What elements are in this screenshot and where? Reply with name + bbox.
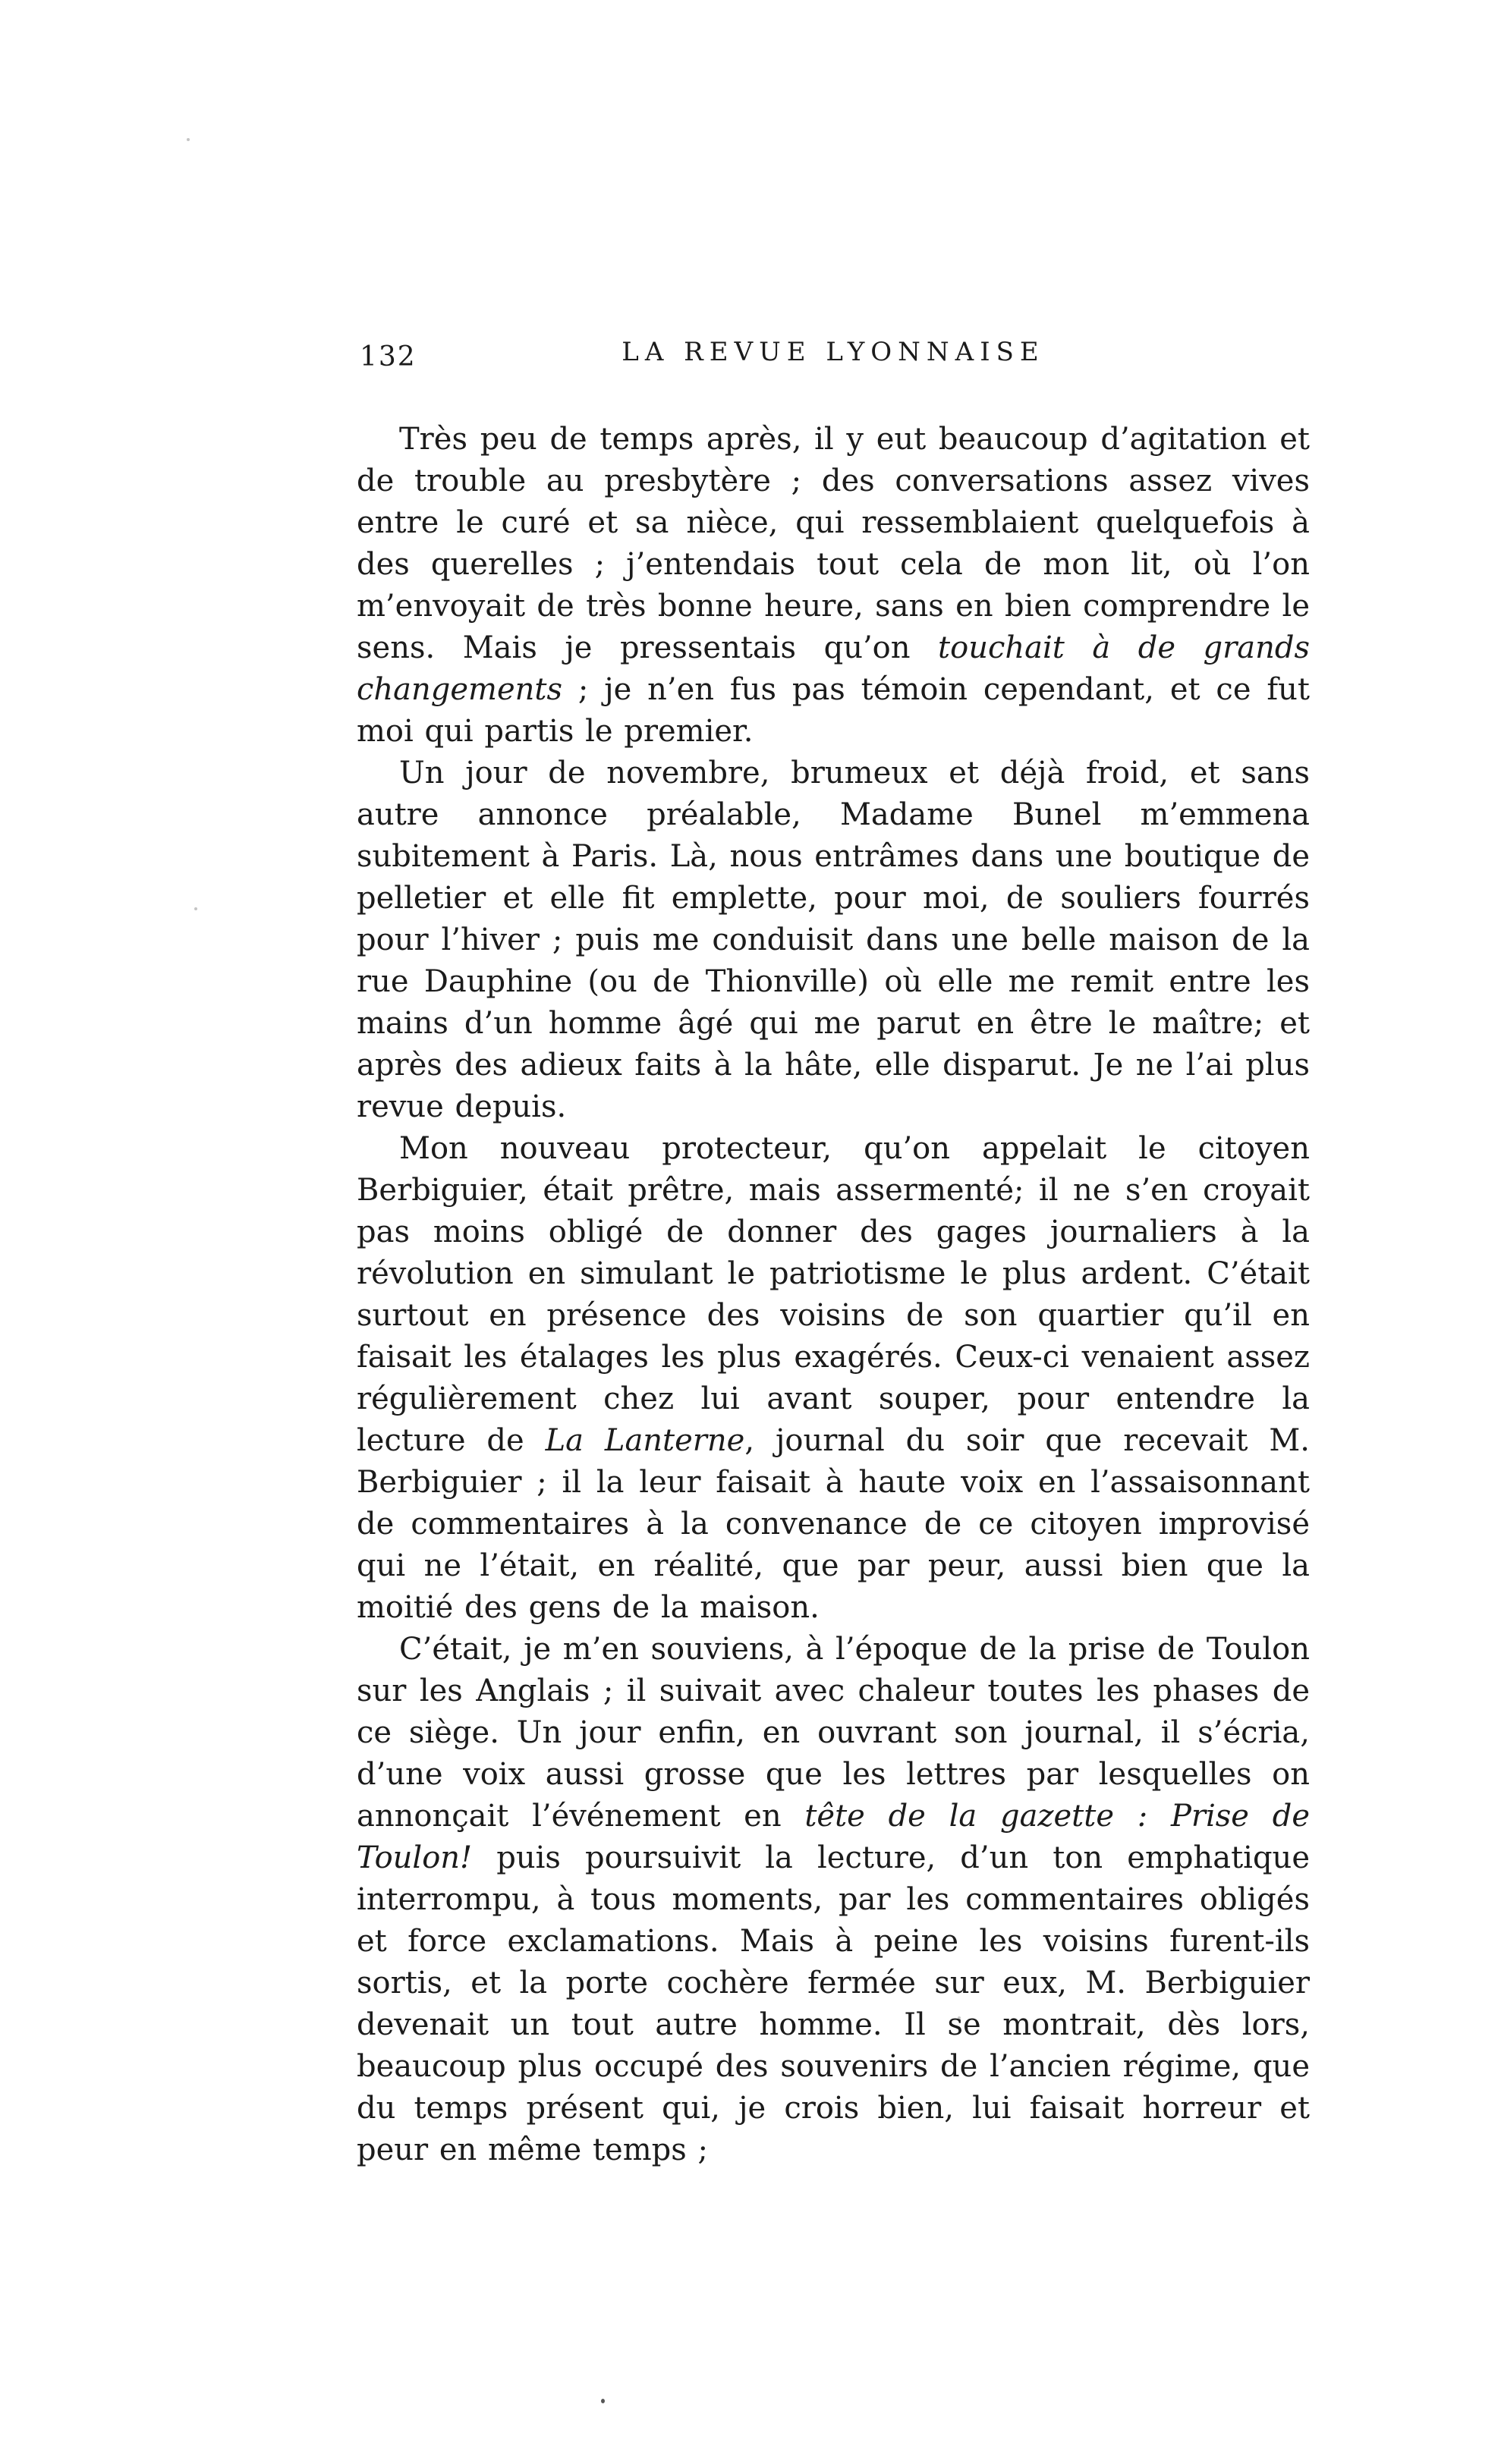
page-header bbox=[357, 337, 1310, 375]
paragraph bbox=[357, 1629, 1310, 2171]
paragraph bbox=[357, 1128, 1310, 1629]
body-text: Très peu de temps après, il y eut beaucoup d’agitation et de trouble au presbytère ; des conversations assez vives entre le curé et sa nièce, qui ressemblaient quelquefois à des querelles ; j’entendais tout cela de mon lit, où l’on m’envoyait de très bonne heure, sans en bien comprendre le sens. Mais je pressentais qu’on bbox=[357, 422, 1310, 665]
body-text: Un jour de novembre, brumeux et déjà froid, et sans autre annonce préalable, Madame Bunel m’emmena subitement à Paris. Là, nous entrâmes dans une boutique de pelletier et elle fit emplette, pour moi, de souliers fourrés pour l’hiver ; puis me conduisit dans une belle maison de la rue Dauphine (ou de Thionville) où elle me remit entre les mains d’un homme âgé qui me parut en être le maître; et après des adieux faits à la hâte, elle disparut. Je ne l’ai plus revue depuis. bbox=[357, 756, 1310, 1124]
scan-speck bbox=[958, 2016, 961, 2019]
body-text: ; je n’en fus pas témoin cependant, et ce fut moi qui partis le premier. bbox=[357, 672, 1310, 749]
body-text: C’était, je m’en souviens, à l’époque de la prise de Toulon sur les Anglais ; il suivait avec chaleur toutes les phases de ce siège. Un jour enfin, en ouvrant son journal, il s’écria, d’une voix aussi grosse que les lettres par lesquelles on annonçait l’événement en bbox=[357, 1632, 1310, 1834]
paragraph bbox=[357, 419, 1310, 753]
body-text: , journal du soir que recevait M. Berbiguier ; il la leur faisait à haute voix en l’assaisonnant de commentaires à la convenance de ce citoyen improvisé qui ne l’était, en réalité, que par peur, aussi bien que la moitié des gens de la maison. bbox=[357, 1423, 1310, 1625]
body-text: Mon nouveau protecteur, qu’on appelait le citoyen Berbiguier, était prêtre, mais assermenté; il ne s’en croyait pas moins obligé de donner des gages journaliers à la révolution en simulant le patriotisme le plus ardent. C’était surtout en présence des voisins de son quartier qu’il en faisait les étalages les plus exagérés. Ceux-ci venaient assez régulièrement chez lui avant souper, pour entendre la lecture de bbox=[357, 1131, 1310, 1458]
italic-text: tête de la gazette : Prise de Toulon! bbox=[357, 1799, 1311, 1875]
italic-text: La Lanterne bbox=[545, 1423, 745, 1458]
scan-speck bbox=[601, 2399, 605, 2403]
scan-speck bbox=[194, 907, 197, 910]
running-title: LA REVUE LYONNAISE bbox=[621, 337, 1045, 367]
body-text: puis poursuivit la lecture, d’un ton emphatique interrompu, à tous moments, par les commentaires obligés et force exclamations. Mais à peine les voisins furent-ils sortis, et la porte cochère fermée sur eux, M. Berbiguier devenait un tout autre homme. Il se montrait, dès lors, beaucoup plus occupé des souvenirs de l’ancien régime, que du temps présent qui, je crois bien, lui faisait horreur et peur en même temps ; bbox=[357, 1840, 1310, 2167]
page-text bbox=[357, 419, 1310, 2171]
italic-text: touchait à de grands changements bbox=[357, 630, 1310, 707]
scan-speck bbox=[187, 138, 190, 141]
page-number: 132 bbox=[360, 341, 417, 372]
paragraph bbox=[357, 753, 1310, 1128]
